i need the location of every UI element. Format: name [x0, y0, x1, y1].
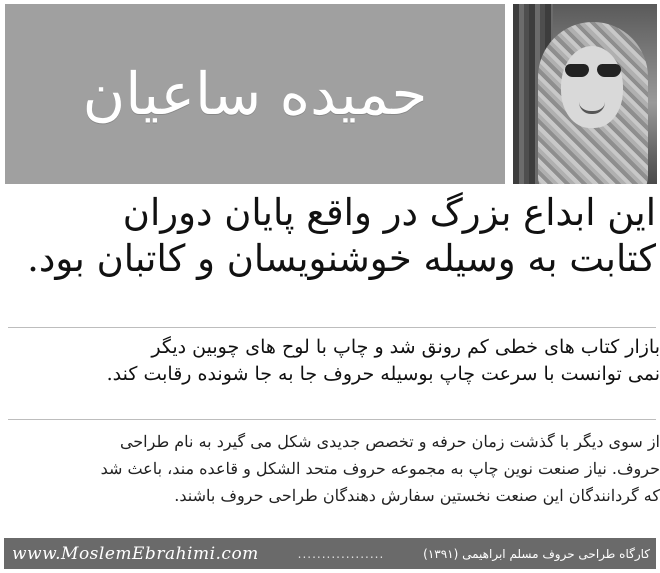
divider-top [8, 327, 656, 328]
footer-bar [4, 538, 656, 569]
divider-middle [8, 419, 656, 420]
paragraph-2-line-1: از سوی دیگر با گذشت زمان حرفه و تخصص جدیدی شکل می گیرد به نام طراحی [119, 432, 660, 451]
paragraph-2-line-2: حروف. نیاز صنعت نوین چاپ به مجموعه حروف متحد الشکل و قاعده مند، باعث شد [100, 459, 660, 478]
sunglasses-icon [565, 64, 621, 78]
paragraph-1-line-2: نمی توانست با سرعت چاپ بوسیله حروف جا به جا شونده رقابت کند. [106, 363, 660, 385]
paragraph-1-line-1: بازار کتاب های خطی کم رونق شد و چاپ با لوح های چوبین دیگر [151, 336, 660, 358]
quote-line-1: این ابداع بزرگ در واقع پایان دوران [122, 191, 656, 234]
footer-credit: کارگاه طراحی حروف مسلم ابراهیمی (۱۳۹۱) [423, 546, 650, 561]
title-banner [5, 4, 505, 184]
paragraph-1 [10, 334, 660, 388]
author-name: حمیده ساعیان [82, 60, 428, 128]
paragraph-2-line-3: که گردانندگان این صنعت نخستین سفارش دهندگان طراحی حروف باشند. [174, 486, 660, 505]
paragraph-2 [10, 428, 660, 509]
photo-face [561, 46, 623, 128]
website-link[interactable]: www.MoslemEbrahimi.com [12, 543, 259, 564]
author-photo [513, 4, 657, 184]
footer-dots: .................. [297, 546, 385, 561]
quote-line-2: کتابت به وسیله خوشنویسان و کاتبان بود. [27, 237, 656, 280]
main-quote [10, 190, 656, 282]
